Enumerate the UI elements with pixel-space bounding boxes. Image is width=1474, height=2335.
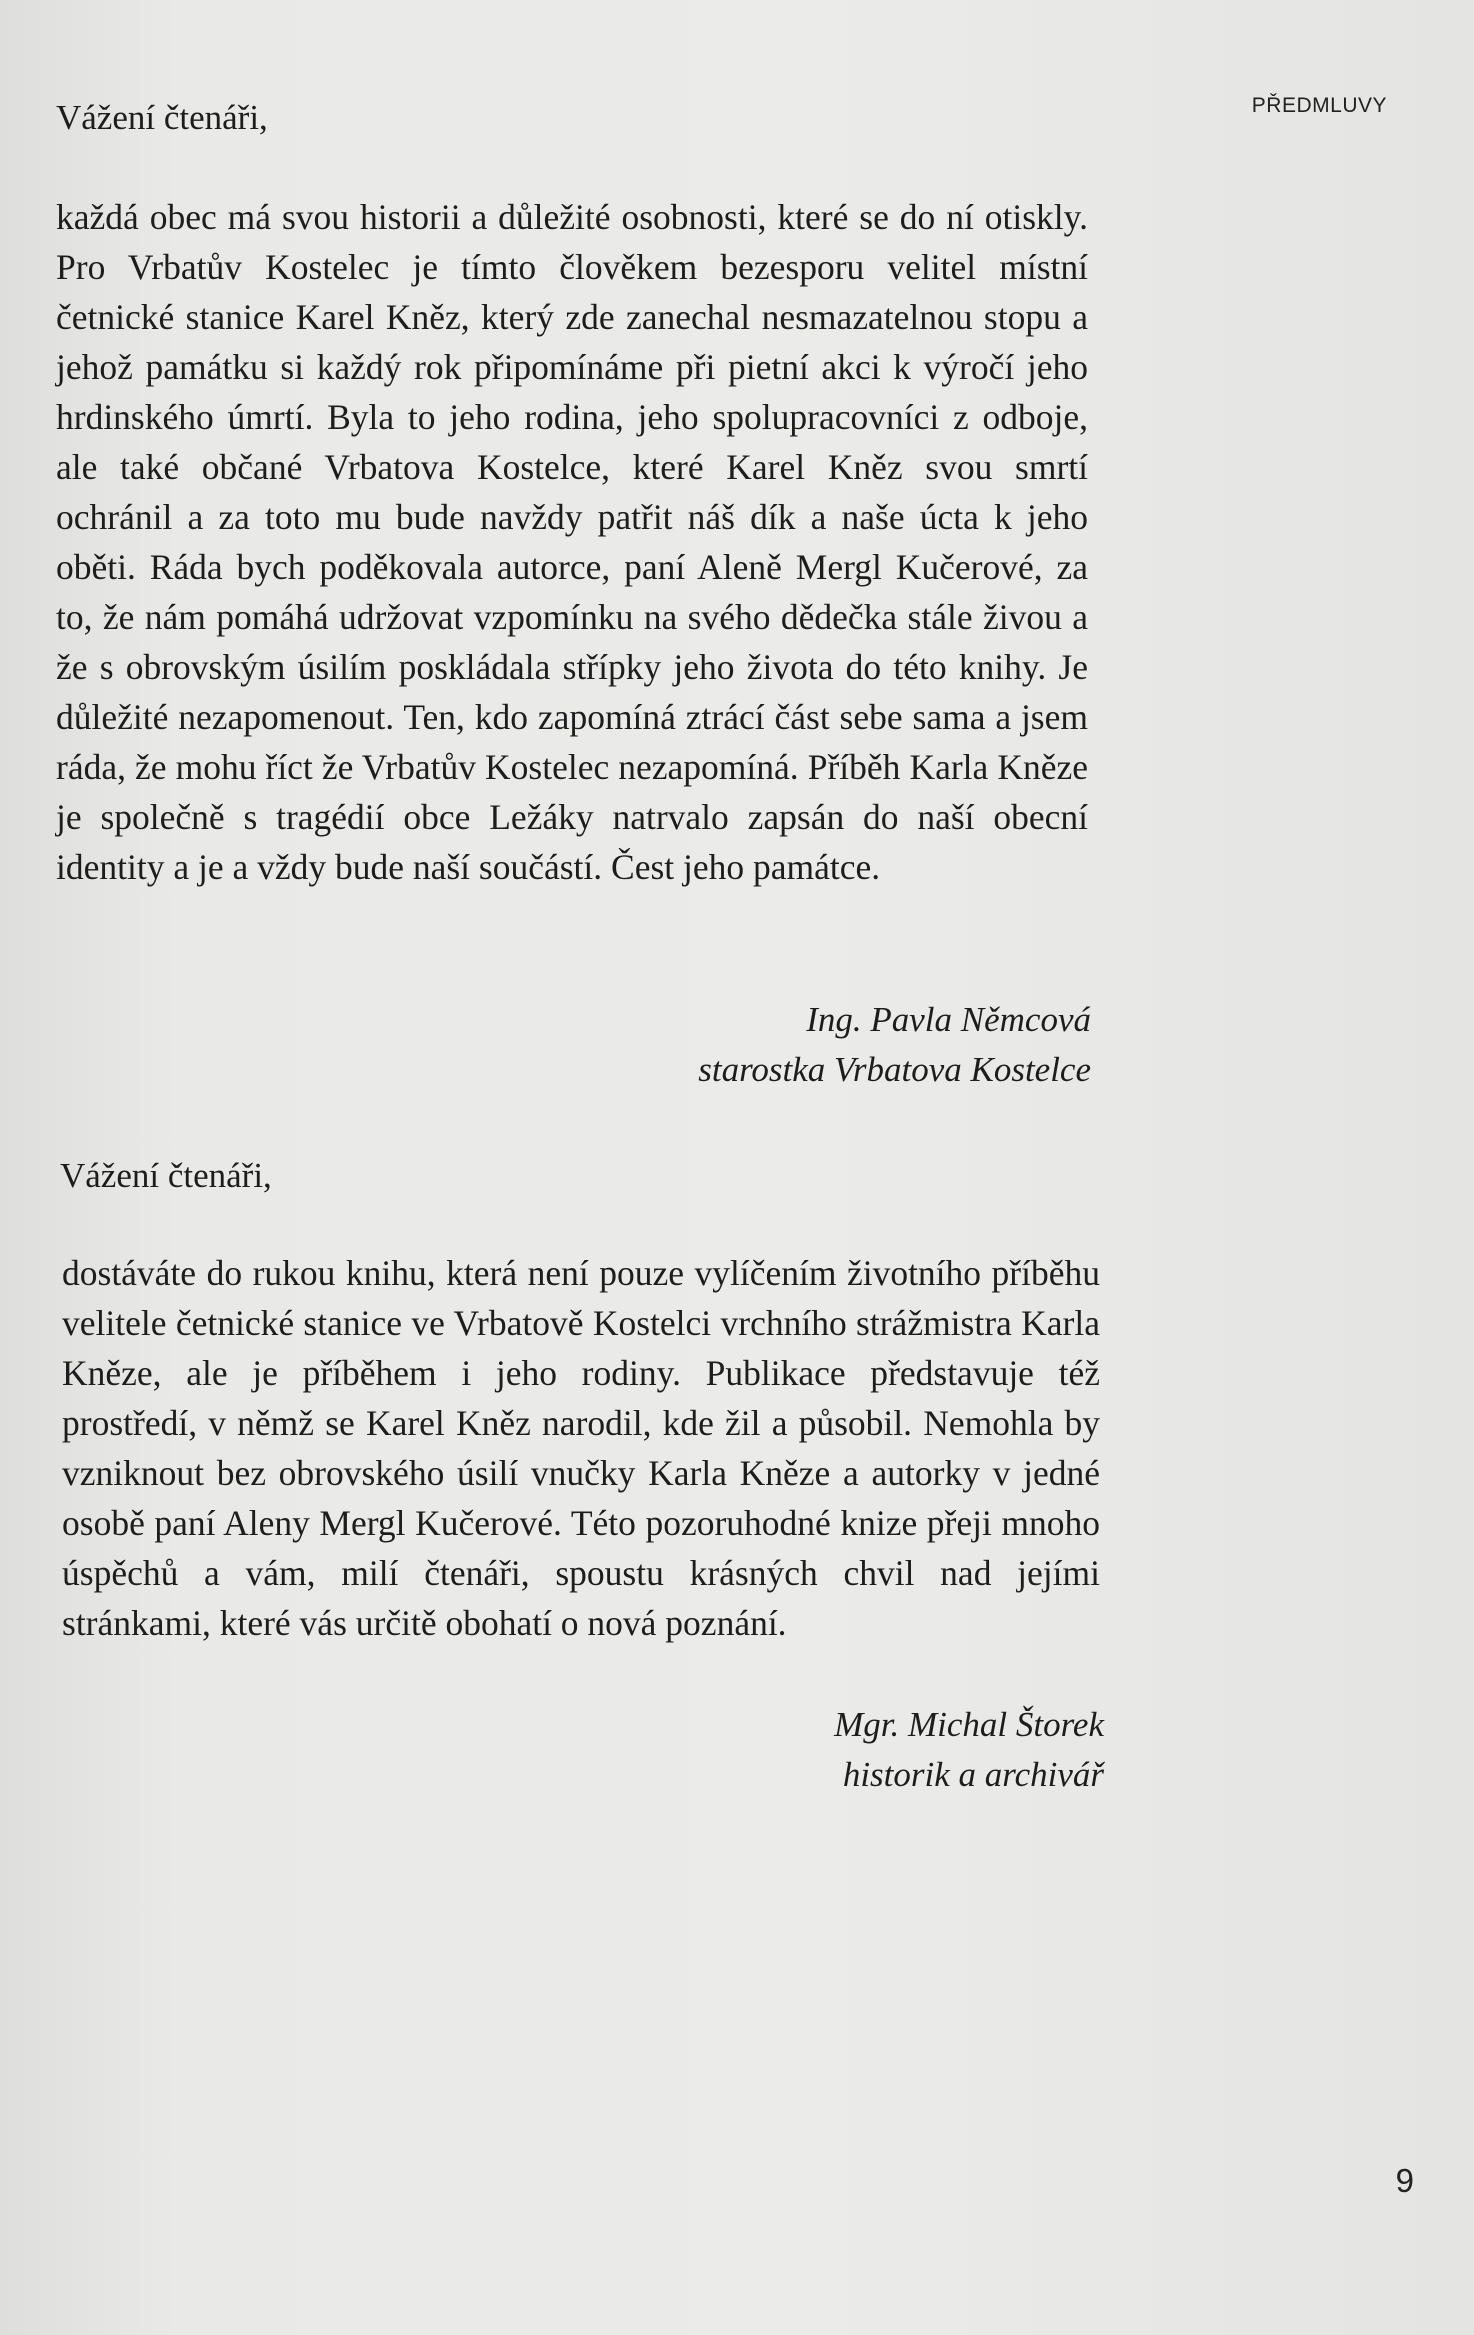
signature-title: historik a archivář [842,1755,1104,1794]
signature-first-foreword [698,995,1091,1095]
signature-second-foreword [834,1700,1104,1800]
salutation-first-foreword: Vážení čtenáři, [56,98,268,137]
paragraph-second-foreword: dostáváte do rukou knihu, která není pouze vylíčením životního příběhu velitele četnické stanice ve Vrbatově Kostelci vrchního strážmistra Karla Kněze, ale je příběhem i jeho rodiny. Publikace představuje též prostředí, v němž se Karel Kněz narodil, kde žil a působil. Nemohla by vzniknout bez obrovského úsilí vnučky Karla Kněze a autorky v jedné osobě paní Aleny Mergl Kučerové. Této pozoruhodné knize přeji mnoho úspěchů a vám, milí čtenáři, spoustu krásných chvil nad jejími stránkami, které vás určitě obohatí o nová poznání. [62,1253,1100,1643]
signature-name: Ing. Pavla Němcová [806,1000,1091,1039]
signature-name: Mgr. Michal Štorek [834,1705,1104,1744]
page-number: 9 [1395,2162,1414,2199]
signature-title: starostka Vrbatova Kostelce [698,1050,1091,1089]
salutation-second-foreword: Vážení čtenáři, [60,1156,272,1195]
paragraph-first-foreword: každá obec má svou historii a důležité osobnosti, které se do ní otiskly. Pro Vrbatův Kostelec je tímto člověkem bezesporu velitel místní četnické stanice Karel Kněz, který zde zanechal nesmazatelnou stopu a jehož památku si každý rok připomínáme při pietní akci k výročí jeho hrdinského úmrtí. Byla to jeho rodina, jeho spolupracovníci z odboje, ale také občané Vrbatova Kostelce, které Karel Kněz svou smrtí ochránil a za toto mu bude navždy patřit náš dík a naše úcta k jeho oběti. Ráda bych poděkovala autorce, paní Aleně Mergl Kučerové, za to, že nám pomáhá udržovat vzpomínku na svého dědečka stále živou a že s obrovským úsilím poskládala střípky jeho života do této knihy. Je důležité nezapomenout. Ten, kdo zapomíná ztrácí část sebe sama a jsem ráda, že mohu říct že Vrbatův Kostelec nezapomíná. Příběh Karla Kněze je společně s tragédií obce Ležáky natrvalo zapsán do naší obecní identity a je a vždy bude naší součástí. Čest jeho památce. [56,197,1088,887]
running-head: PŘEDMLUVY [1251,94,1387,117]
